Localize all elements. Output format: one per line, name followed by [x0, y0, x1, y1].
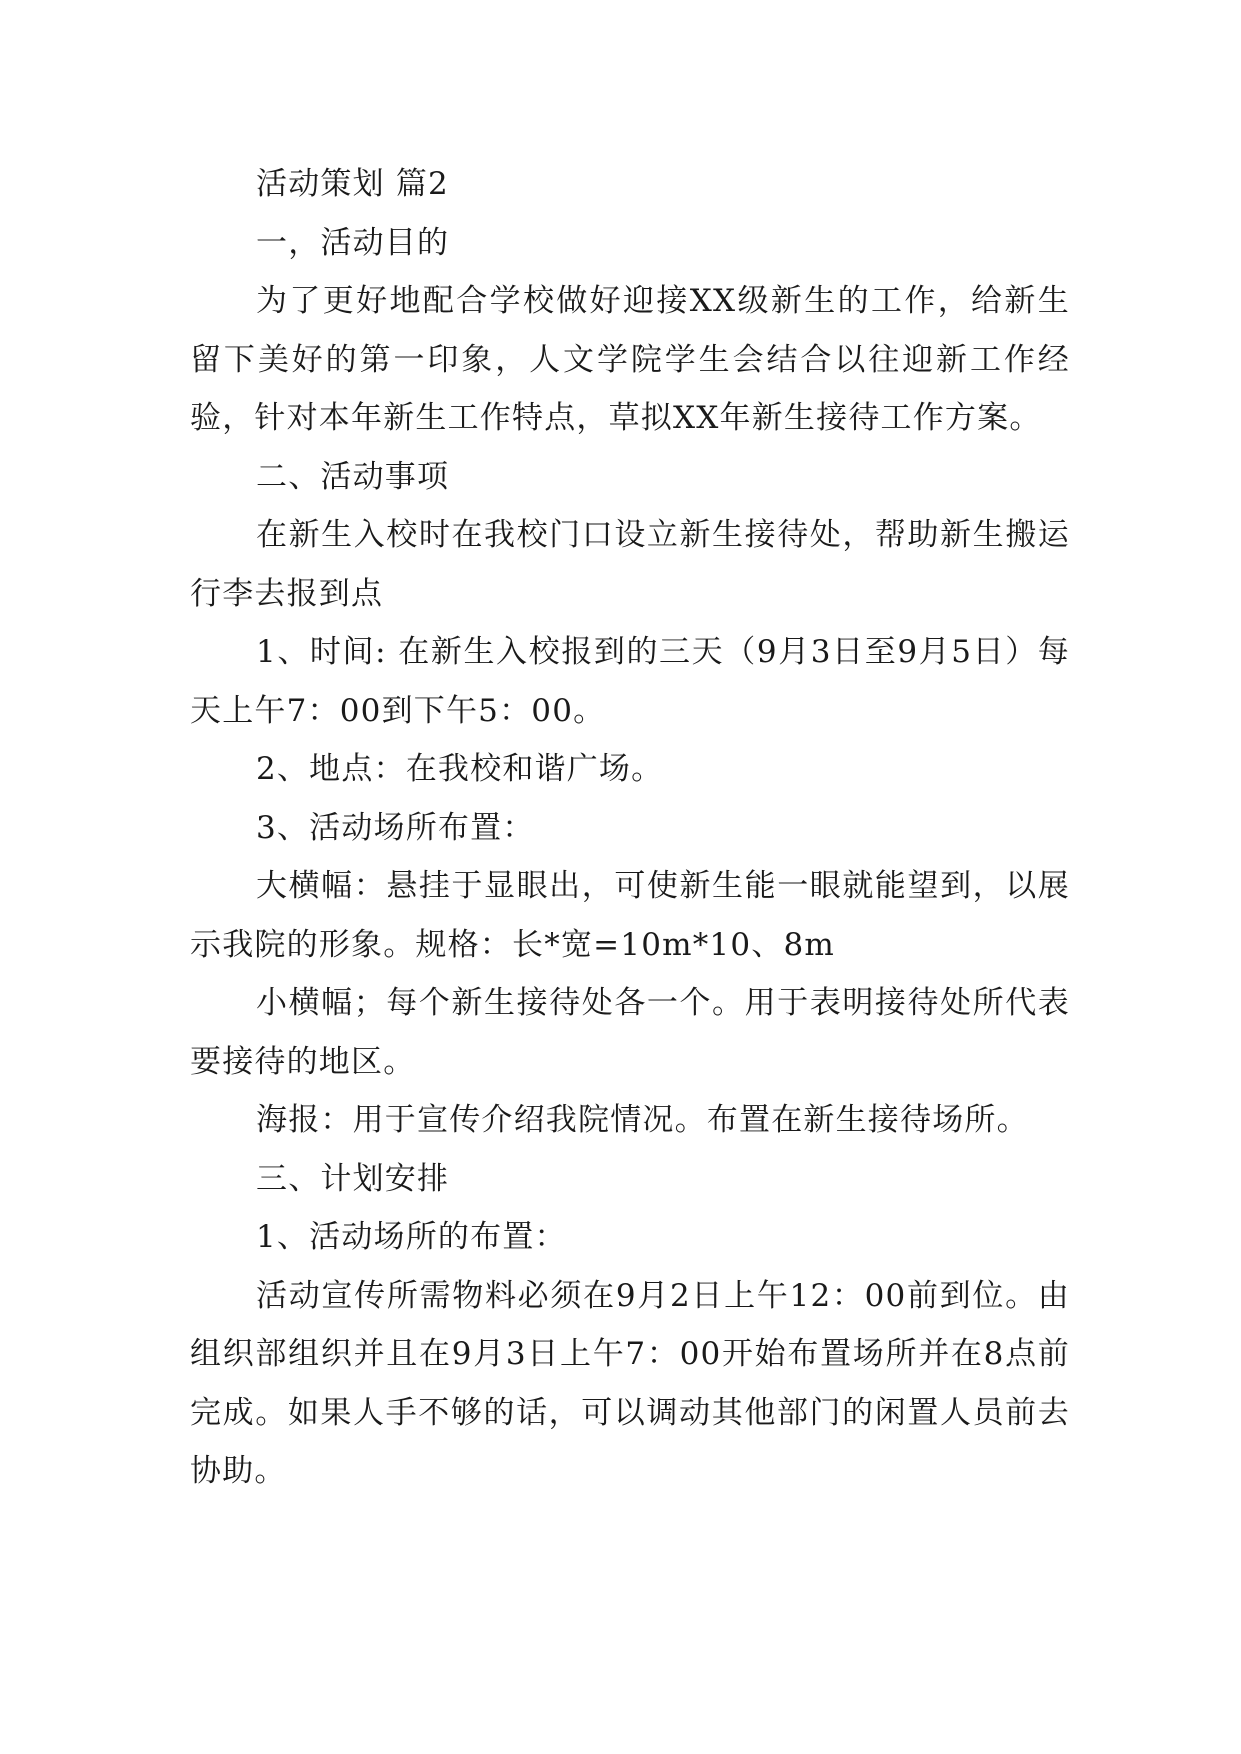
paragraph-time: 1、时间: 在新生入校报到的三天（9月3日至9月5日）每天上午7：00到下午5：00。 [190, 634, 1070, 729]
paragraph-small-banner: 小横幅；每个新生接待处各一个。用于表明接待处所代表要接待的地区。 [190, 985, 1070, 1080]
heading-plan: 三、计划安排 [256, 1160, 450, 1197]
heading-items: 二、活动事项 [256, 458, 450, 495]
paragraph-plan-setup: 1、活动场所的布置： [256, 1219, 567, 1255]
paragraph-venue-setup: 3、活动场所布置： [256, 809, 535, 846]
section-title: 活动策划 篇2 [256, 166, 449, 202]
paragraph-items: 在新生入校时在我校门口设立新生接待处，帮助新生搬运行李去报到点 [190, 517, 1070, 612]
paragraph-poster: 海报：用于宣传介绍我院情况。布置在新生接待场所。 [256, 1102, 1029, 1138]
heading-purpose: 一，活动目的 [256, 224, 450, 261]
document-body [190, 155, 1070, 1501]
paragraph-plan-details: 活动宣传所需物料必须在9月2日上午12：00前到位。由组织部组织并且在9月3日上午7：00开始布置场所并在8点前完成。如果人手不够的话，可以调动其他部门的闲置人员前去协助。 [190, 1277, 1070, 1489]
paragraph-purpose: 为了更好地配合学校做好迎接XX级新生的工作，给新生留下美好的第一印象，人文学院学生会结合以往迎新工作经验，针对本年新生工作特点，草拟XX年新生接待工作方案。 [190, 283, 1070, 436]
paragraph-location: 2、地点：在我校和谐广场。 [256, 751, 664, 787]
paragraph-large-banner: 大横幅：悬挂于显眼出，可使新生能一眼就能望到，以展示我院的形象。规格：长*宽=10m*10、8m [190, 868, 1070, 963]
